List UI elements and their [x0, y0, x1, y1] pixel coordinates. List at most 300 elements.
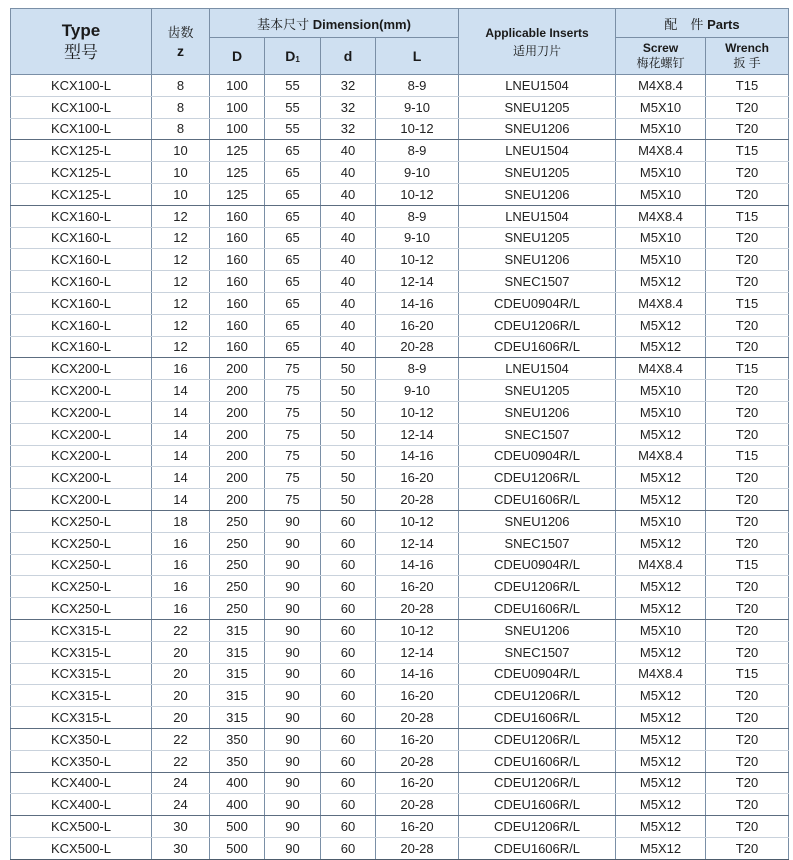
- cell-wrench: T20: [706, 380, 789, 402]
- cell-wrench: T15: [706, 140, 789, 162]
- cell-d: 50: [321, 489, 376, 511]
- cell-screw: M5X10: [616, 227, 706, 249]
- cell-insert: CDEU1606R/L: [459, 489, 616, 511]
- cell-teeth: 14: [152, 423, 210, 445]
- cell-D: 315: [210, 619, 265, 641]
- cell-d: 60: [321, 598, 376, 620]
- cell-L: 8-9: [376, 140, 459, 162]
- table-row: [11, 358, 789, 380]
- cell-type: KCX400-L: [11, 794, 152, 816]
- cell-insert: LNEU1504: [459, 75, 616, 97]
- cell-insert: CDEU0904R/L: [459, 554, 616, 576]
- cell-d: 32: [321, 75, 376, 97]
- cell-wrench: T20: [706, 641, 789, 663]
- cell-d: 60: [321, 576, 376, 598]
- cell-insert: CDEU0904R/L: [459, 292, 616, 314]
- cell-D1: 65: [265, 271, 321, 293]
- cell-D1: 65: [265, 140, 321, 162]
- cell-D: 250: [210, 554, 265, 576]
- cell-L: 16-20: [376, 467, 459, 489]
- table-row: [11, 336, 789, 358]
- cell-type: KCX250-L: [11, 510, 152, 532]
- cell-type: KCX160-L: [11, 292, 152, 314]
- cell-D: 200: [210, 467, 265, 489]
- cell-wrench: T20: [706, 489, 789, 511]
- cell-D: 200: [210, 489, 265, 511]
- cell-wrench: T20: [706, 271, 789, 293]
- cell-type: KCX200-L: [11, 358, 152, 380]
- cell-D: 200: [210, 423, 265, 445]
- cell-d: 32: [321, 96, 376, 118]
- cell-screw: M5X12: [616, 336, 706, 358]
- cell-L: 20-28: [376, 707, 459, 729]
- cell-insert: CDEU1206R/L: [459, 816, 616, 838]
- cell-type: KCX125-L: [11, 140, 152, 162]
- cell-wrench: T20: [706, 162, 789, 184]
- cell-L: 16-20: [376, 314, 459, 336]
- cell-teeth: 16: [152, 598, 210, 620]
- cell-D1: 75: [265, 358, 321, 380]
- cell-insert: CDEU1206R/L: [459, 467, 616, 489]
- cell-type: KCX200-L: [11, 380, 152, 402]
- cell-teeth: 12: [152, 271, 210, 293]
- table-row: [11, 445, 789, 467]
- table-row: [11, 707, 789, 729]
- cell-L: 14-16: [376, 292, 459, 314]
- cell-type: KCX250-L: [11, 532, 152, 554]
- table-row: [11, 140, 789, 162]
- cell-D: 250: [210, 532, 265, 554]
- cell-wrench: T20: [706, 118, 789, 140]
- cell-d: 60: [321, 641, 376, 663]
- cell-screw: M5X12: [616, 837, 706, 859]
- cell-type: KCX315-L: [11, 641, 152, 663]
- cell-screw: M5X12: [616, 423, 706, 445]
- cell-L: 12-14: [376, 423, 459, 445]
- cell-wrench: T20: [706, 314, 789, 336]
- cell-L: 14-16: [376, 554, 459, 576]
- header-wrench-en: Wrench: [725, 41, 769, 55]
- table-row: [11, 685, 789, 707]
- cell-d: 50: [321, 467, 376, 489]
- spec-sheet: [10, 8, 788, 860]
- cell-insert: CDEU1606R/L: [459, 837, 616, 859]
- cell-type: KCX160-L: [11, 271, 152, 293]
- table-row: [11, 96, 789, 118]
- header-teeth-en: z: [177, 42, 184, 59]
- cell-L: 12-14: [376, 532, 459, 554]
- cell-screw: M4X8.4: [616, 75, 706, 97]
- cell-teeth: 22: [152, 750, 210, 772]
- cell-teeth: 10: [152, 140, 210, 162]
- cell-d: 60: [321, 707, 376, 729]
- cell-insert: CDEU0904R/L: [459, 445, 616, 467]
- cell-teeth: 20: [152, 685, 210, 707]
- header-dimension-cn: 基本尺寸: [257, 16, 310, 32]
- cell-wrench: T15: [706, 292, 789, 314]
- cell-type: KCX400-L: [11, 772, 152, 794]
- cell-teeth: 16: [152, 358, 210, 380]
- cell-type: KCX250-L: [11, 554, 152, 576]
- cell-screw: M5X12: [616, 707, 706, 729]
- table-row: [11, 576, 789, 598]
- cell-wrench: T20: [706, 249, 789, 271]
- header-type: [11, 9, 152, 75]
- header-type-cn: 型号: [64, 42, 98, 62]
- table-row: [11, 837, 789, 859]
- cell-screw: M4X8.4: [616, 358, 706, 380]
- cell-screw: M5X12: [616, 271, 706, 293]
- cell-wrench: T20: [706, 423, 789, 445]
- cell-insert: CDEU1606R/L: [459, 707, 616, 729]
- header-col-d: d: [321, 38, 376, 75]
- cell-wrench: T20: [706, 728, 789, 750]
- cell-teeth: 30: [152, 816, 210, 838]
- cell-L: 10-12: [376, 249, 459, 271]
- cell-d: 60: [321, 510, 376, 532]
- cell-teeth: 8: [152, 118, 210, 140]
- cell-L: 12-14: [376, 641, 459, 663]
- cell-insert: SNEC1507: [459, 423, 616, 445]
- cell-screw: M5X10: [616, 183, 706, 205]
- cell-L: 20-28: [376, 750, 459, 772]
- cell-screw: M5X12: [616, 685, 706, 707]
- cell-wrench: T15: [706, 663, 789, 685]
- table-row: [11, 772, 789, 794]
- cell-D: 125: [210, 183, 265, 205]
- cell-D: 315: [210, 641, 265, 663]
- cell-insert: SNEU1206: [459, 249, 616, 271]
- cell-teeth: 8: [152, 75, 210, 97]
- cell-L: 10-12: [376, 510, 459, 532]
- table-row: [11, 380, 789, 402]
- cell-D1: 75: [265, 489, 321, 511]
- cell-screw: M5X12: [616, 467, 706, 489]
- cell-type: KCX125-L: [11, 162, 152, 184]
- cell-d: 40: [321, 205, 376, 227]
- cell-teeth: 20: [152, 707, 210, 729]
- cell-insert: SNEC1507: [459, 641, 616, 663]
- cell-D: 315: [210, 707, 265, 729]
- cell-wrench: T20: [706, 510, 789, 532]
- table-row: [11, 118, 789, 140]
- cell-wrench: T20: [706, 707, 789, 729]
- cell-D1: 75: [265, 380, 321, 402]
- cell-L: 20-28: [376, 336, 459, 358]
- cell-wrench: T20: [706, 685, 789, 707]
- table-row: [11, 401, 789, 423]
- cell-D: 100: [210, 75, 265, 97]
- cell-type: KCX160-L: [11, 205, 152, 227]
- cell-D: 315: [210, 663, 265, 685]
- cell-L: 9-10: [376, 96, 459, 118]
- cell-wrench: T20: [706, 816, 789, 838]
- cell-insert: LNEU1504: [459, 205, 616, 227]
- table-row: [11, 750, 789, 772]
- header-col-D1-main: D: [285, 48, 296, 64]
- cell-screw: M5X10: [616, 401, 706, 423]
- cell-L: 14-16: [376, 663, 459, 685]
- cell-D: 160: [210, 249, 265, 271]
- cell-D1: 90: [265, 794, 321, 816]
- cell-insert: SNEU1206: [459, 510, 616, 532]
- table-row: [11, 249, 789, 271]
- cell-D: 160: [210, 336, 265, 358]
- cell-L: 16-20: [376, 728, 459, 750]
- cell-insert: SNEU1206: [459, 619, 616, 641]
- cell-type: KCX500-L: [11, 837, 152, 859]
- cell-screw: M5X12: [616, 794, 706, 816]
- cell-wrench: T20: [706, 750, 789, 772]
- cell-wrench: T20: [706, 227, 789, 249]
- cell-wrench: T20: [706, 794, 789, 816]
- cell-type: KCX200-L: [11, 423, 152, 445]
- cell-D1: 75: [265, 423, 321, 445]
- cell-insert: SNEU1205: [459, 162, 616, 184]
- header-parts-cn: 配 件: [664, 16, 704, 32]
- cell-d: 40: [321, 336, 376, 358]
- cell-D: 200: [210, 401, 265, 423]
- cell-screw: M5X12: [616, 641, 706, 663]
- cell-L: 8-9: [376, 75, 459, 97]
- cell-D1: 90: [265, 510, 321, 532]
- header-dimension-en: Dimension(mm): [312, 16, 411, 32]
- cell-D: 160: [210, 227, 265, 249]
- cell-teeth: 8: [152, 96, 210, 118]
- cell-insert: SNEU1205: [459, 96, 616, 118]
- table-row: [11, 183, 789, 205]
- cell-screw: M4X8.4: [616, 663, 706, 685]
- cell-teeth: 22: [152, 728, 210, 750]
- header-parts-en: Parts: [707, 16, 740, 32]
- cell-D1: 90: [265, 750, 321, 772]
- header-col-D1-sub: 1: [295, 55, 300, 64]
- table-row: [11, 663, 789, 685]
- cell-type: KCX350-L: [11, 750, 152, 772]
- header-teeth: [152, 9, 210, 75]
- cell-type: KCX350-L: [11, 728, 152, 750]
- cell-d: 50: [321, 401, 376, 423]
- cell-screw: M5X10: [616, 380, 706, 402]
- cell-D1: 75: [265, 445, 321, 467]
- cell-type: KCX160-L: [11, 314, 152, 336]
- table-row: [11, 619, 789, 641]
- cell-L: 20-28: [376, 837, 459, 859]
- cell-D1: 90: [265, 685, 321, 707]
- cell-d: 40: [321, 227, 376, 249]
- cell-teeth: 30: [152, 837, 210, 859]
- cell-teeth: 14: [152, 401, 210, 423]
- cell-insert: SNEU1206: [459, 401, 616, 423]
- cell-D1: 90: [265, 816, 321, 838]
- cell-L: 16-20: [376, 772, 459, 794]
- cell-teeth: 14: [152, 467, 210, 489]
- cell-D: 400: [210, 772, 265, 794]
- cell-D1: 90: [265, 554, 321, 576]
- cell-wrench: T20: [706, 336, 789, 358]
- cell-type: KCX315-L: [11, 663, 152, 685]
- cell-D: 160: [210, 205, 265, 227]
- cell-teeth: 12: [152, 292, 210, 314]
- cell-type: KCX125-L: [11, 183, 152, 205]
- cell-d: 50: [321, 445, 376, 467]
- cell-insert: CDEU1206R/L: [459, 685, 616, 707]
- cell-L: 10-12: [376, 118, 459, 140]
- cell-d: 60: [321, 816, 376, 838]
- cell-D1: 90: [265, 772, 321, 794]
- cell-D: 500: [210, 816, 265, 838]
- cell-L: 9-10: [376, 227, 459, 249]
- cell-L: 10-12: [376, 401, 459, 423]
- cell-insert: SNEU1205: [459, 380, 616, 402]
- cell-D1: 55: [265, 118, 321, 140]
- table-row: [11, 641, 789, 663]
- cell-type: KCX250-L: [11, 576, 152, 598]
- cell-D: 400: [210, 794, 265, 816]
- cell-D1: 65: [265, 292, 321, 314]
- cell-D: 500: [210, 837, 265, 859]
- cell-D1: 65: [265, 336, 321, 358]
- cell-D: 160: [210, 292, 265, 314]
- cell-wrench: T20: [706, 619, 789, 641]
- cell-D1: 65: [265, 227, 321, 249]
- table-row: [11, 75, 789, 97]
- cell-D1: 65: [265, 183, 321, 205]
- cell-D: 125: [210, 140, 265, 162]
- cell-type: KCX160-L: [11, 227, 152, 249]
- cell-D1: 75: [265, 401, 321, 423]
- cell-screw: M4X8.4: [616, 554, 706, 576]
- cell-insert: SNEC1507: [459, 532, 616, 554]
- cell-teeth: 20: [152, 641, 210, 663]
- cell-type: KCX200-L: [11, 489, 152, 511]
- cell-teeth: 16: [152, 532, 210, 554]
- cell-screw: M5X10: [616, 96, 706, 118]
- cell-D1: 55: [265, 75, 321, 97]
- header-wrench: [706, 38, 789, 75]
- cell-D1: 65: [265, 249, 321, 271]
- cell-insert: LNEU1504: [459, 140, 616, 162]
- table-row: [11, 292, 789, 314]
- cell-L: 20-28: [376, 794, 459, 816]
- cell-insert: SNEU1206: [459, 183, 616, 205]
- cell-screw: M5X12: [616, 816, 706, 838]
- cell-insert: CDEU1606R/L: [459, 750, 616, 772]
- cell-D: 350: [210, 728, 265, 750]
- cell-type: KCX315-L: [11, 685, 152, 707]
- cell-d: 40: [321, 140, 376, 162]
- cell-wrench: T20: [706, 401, 789, 423]
- cell-D: 100: [210, 96, 265, 118]
- table-header: [11, 9, 789, 75]
- cell-teeth: 12: [152, 336, 210, 358]
- cell-D: 250: [210, 598, 265, 620]
- cell-d: 40: [321, 162, 376, 184]
- cell-type: KCX315-L: [11, 707, 152, 729]
- cell-screw: M4X8.4: [616, 140, 706, 162]
- cell-D1: 90: [265, 576, 321, 598]
- cell-d: 60: [321, 728, 376, 750]
- table-row: [11, 510, 789, 532]
- cell-L: 10-12: [376, 183, 459, 205]
- cell-teeth: 24: [152, 794, 210, 816]
- spec-table: [10, 8, 789, 860]
- cell-D: 200: [210, 445, 265, 467]
- cell-wrench: T20: [706, 532, 789, 554]
- cell-insert: CDEU1206R/L: [459, 576, 616, 598]
- cell-D1: 90: [265, 837, 321, 859]
- cell-type: KCX200-L: [11, 467, 152, 489]
- header-screw-cn: 梅花螺钉: [636, 56, 685, 70]
- table-row: [11, 467, 789, 489]
- cell-D: 200: [210, 358, 265, 380]
- cell-d: 60: [321, 837, 376, 859]
- cell-d: 40: [321, 314, 376, 336]
- cell-wrench: T20: [706, 183, 789, 205]
- cell-screw: M5X12: [616, 772, 706, 794]
- cell-insert: CDEU1606R/L: [459, 336, 616, 358]
- header-teeth-cn: 齿数: [167, 24, 194, 40]
- cell-L: 12-14: [376, 271, 459, 293]
- cell-L: 9-10: [376, 162, 459, 184]
- cell-D1: 90: [265, 619, 321, 641]
- cell-type: KCX315-L: [11, 619, 152, 641]
- cell-insert: CDEU0904R/L: [459, 663, 616, 685]
- cell-wrench: T20: [706, 576, 789, 598]
- cell-teeth: 16: [152, 554, 210, 576]
- cell-screw: M5X12: [616, 532, 706, 554]
- cell-L: 20-28: [376, 489, 459, 511]
- cell-L: 14-16: [376, 445, 459, 467]
- header-dimension: [210, 9, 459, 38]
- table-row: [11, 162, 789, 184]
- cell-screw: M5X10: [616, 510, 706, 532]
- cell-L: 8-9: [376, 205, 459, 227]
- cell-wrench: T15: [706, 445, 789, 467]
- cell-insert: SNEU1205: [459, 227, 616, 249]
- cell-type: KCX100-L: [11, 118, 152, 140]
- cell-screw: M5X10: [616, 118, 706, 140]
- cell-L: 16-20: [376, 685, 459, 707]
- cell-D1: 90: [265, 728, 321, 750]
- cell-wrench: T20: [706, 96, 789, 118]
- cell-D: 160: [210, 314, 265, 336]
- cell-teeth: 12: [152, 227, 210, 249]
- cell-type: KCX100-L: [11, 75, 152, 97]
- table-row: [11, 227, 789, 249]
- cell-screw: M5X12: [616, 314, 706, 336]
- cell-teeth: 20: [152, 663, 210, 685]
- header-wrench-cn: 扳 手: [733, 56, 761, 70]
- cell-teeth: 14: [152, 489, 210, 511]
- cell-wrench: T15: [706, 75, 789, 97]
- cell-D1: 65: [265, 314, 321, 336]
- cell-screw: M5X12: [616, 728, 706, 750]
- cell-screw: M5X10: [616, 162, 706, 184]
- cell-wrench: T20: [706, 837, 789, 859]
- cell-D: 100: [210, 118, 265, 140]
- cell-teeth: 10: [152, 162, 210, 184]
- cell-screw: M5X10: [616, 619, 706, 641]
- cell-D1: 90: [265, 663, 321, 685]
- header-parts: [616, 9, 789, 38]
- cell-d: 60: [321, 685, 376, 707]
- cell-teeth: 14: [152, 445, 210, 467]
- cell-d: 40: [321, 249, 376, 271]
- table-row: [11, 205, 789, 227]
- cell-D1: 65: [265, 162, 321, 184]
- cell-L: 9-10: [376, 380, 459, 402]
